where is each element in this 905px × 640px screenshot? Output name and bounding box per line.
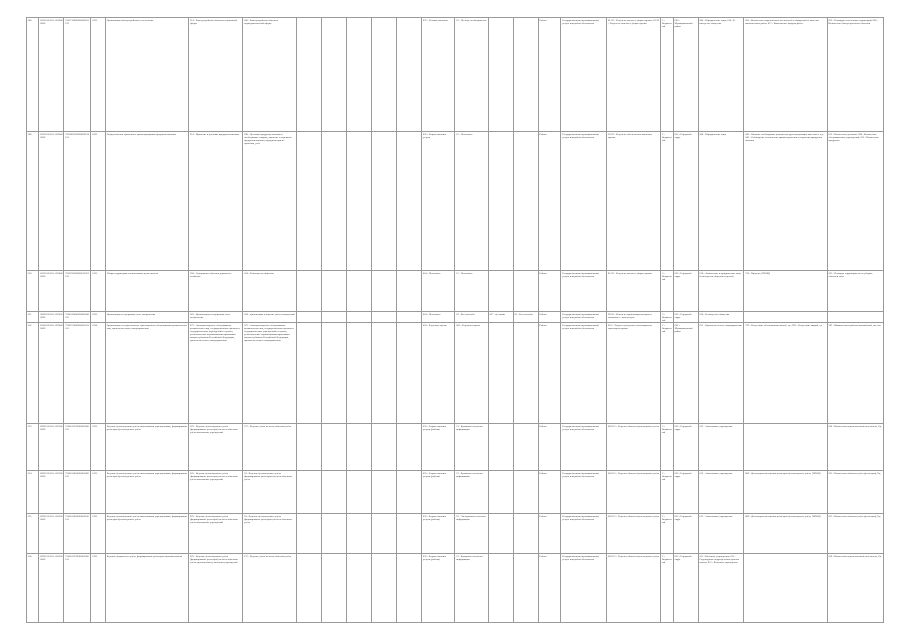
territory-cell: 032 - Городской округ xyxy=(673,312,698,323)
empty-cell xyxy=(297,424,322,471)
registry-code-cell: 692021.P.45.1.0225000000 xyxy=(39,514,64,554)
condition-extra-value-cell xyxy=(513,271,538,312)
volume-indicator-cell: 592 - Машино-часы работы автомобилей, км; час xyxy=(827,323,883,424)
condition-extra-cell xyxy=(488,132,513,271)
empty-cell xyxy=(397,471,422,514)
registry-code-cell: 632501.P.45.1.0220400000 xyxy=(39,18,64,132)
content-alt-cell: 280 - Благоустройство объектов подведомственной сферы xyxy=(243,18,297,132)
condition-extra-cell: 027 - по заявке xyxy=(488,312,513,323)
volume-indicator-cell: 010 - Количество доставок; 098 - Количество обслуживаемых учреждений; 053 - Количество продуктов xyxy=(827,132,883,271)
empty-cell xyxy=(347,132,372,271)
registry-code-cell: 692021.P.45.1.0225000000 xyxy=(39,424,64,471)
empty-cell xyxy=(297,323,322,424)
condition-extra-value-cell xyxy=(513,132,538,271)
record-number-cell: 350 xyxy=(27,271,39,312)
empty-cell xyxy=(347,514,372,554)
budget-type-cell: 2 - Бюджетный xyxy=(661,132,673,271)
empty-cell xyxy=(297,18,322,132)
condition-extra-cell xyxy=(488,554,513,623)
registry-code-cell: 650001.P.45.1.0220400000 xyxy=(39,323,64,424)
empty-cell xyxy=(322,312,347,323)
content-alt-cell: 024 - организация и ведение учёта захоронений xyxy=(243,312,297,323)
consumers-cell: 012 - Автономные учреждения xyxy=(698,514,744,554)
budget-type-cell: 2 - Бюджетный xyxy=(661,554,673,623)
financing-type-cell: Государственная (муниципальная) услуга или работа бесплатная xyxy=(561,132,607,271)
empty-cell xyxy=(347,471,372,514)
condition-extra-cell xyxy=(488,271,513,312)
volume-indicator-cell: 035 - Количество объектов учёта (регистров), Ед. xyxy=(827,514,883,554)
org-code-cell: 0125 xyxy=(91,271,106,312)
okpd-code-cell: 7503712800000000052011 xyxy=(64,18,91,132)
empty-cell xyxy=(297,271,322,312)
budget-type-cell: 2 - Бюджетный xyxy=(662,312,672,322)
okpd-code-cell: 7506011270000002000011 xyxy=(64,554,91,623)
work-kind-cell: Работа xyxy=(538,471,561,514)
empty-cell xyxy=(397,323,422,424)
empty-cell xyxy=(397,18,422,132)
content-cell: 023 - Ведение бухгалтерского учёта (формирование регистров) по всем объектам учёта органов власти, казённых учреждений xyxy=(189,554,243,623)
empty-cell xyxy=(347,18,372,132)
registry-code-cell: 692021.P.45.1.0225000000 xyxy=(39,554,64,623)
empty-cell xyxy=(322,554,347,623)
empty-cell xyxy=(372,514,397,554)
registry-row xyxy=(27,514,884,554)
condition-cell: 035 - Форма оказания услуги (работы) xyxy=(422,471,455,514)
condition-cell: 037 - Условия оказания xyxy=(422,18,455,132)
service-name-cell: Ведение бухгалтерского учёта автономными учреждениями, формирование регистров бухгалтерского учёта xyxy=(106,471,189,514)
registry-row xyxy=(27,323,884,424)
empty-cell xyxy=(322,471,347,514)
budget-type-cell: 2 - Бюджетный xyxy=(661,271,673,312)
condition-cell: 035 - Форма оказания услуги xyxy=(422,132,455,271)
territory-cell: 002 - Муниципальный район xyxy=(673,323,698,424)
empty-cell xyxy=(397,312,422,323)
empty-cell xyxy=(372,323,397,424)
okpd-code-cell: 7506271490000001052011 xyxy=(64,323,91,424)
okpd-code-cell: 7506011650000002200011 xyxy=(64,514,91,554)
empty-cell xyxy=(297,312,322,323)
empty-cell xyxy=(372,471,397,514)
consumers-cell: 014 - В интересах общества xyxy=(698,312,744,323)
empty-cell xyxy=(397,554,422,623)
condition-value-cell: 03 - Все способы xyxy=(455,312,488,323)
record-number-cell: 348 xyxy=(27,18,39,132)
condition-value-cell: 10 - По мере необходимости xyxy=(455,18,488,132)
record-number-cell: 351 xyxy=(27,312,39,323)
record-number-cell: 352 xyxy=(27,323,39,424)
org-code-cell: 0125 xyxy=(91,18,106,132)
service-name-cell: Организация и содержание мест захоронения xyxy=(106,312,189,323)
condition-cell: 003 - В дневное время xyxy=(422,323,455,424)
quality-indicator-cell xyxy=(744,424,827,471)
empty-cell xyxy=(347,424,372,471)
content-cell: 214 - Хранение и доставка продуктов питания xyxy=(189,132,243,271)
financing-type-cell: Государственная (муниципальная) услуга или работа бесплатная xyxy=(561,424,607,471)
org-code-cell: 0125 xyxy=(91,312,106,323)
service-name-cell: Ведение бюджетного учёта, формирование регистров органами власти xyxy=(106,554,189,623)
condition-extra-cell xyxy=(488,471,513,514)
condition-value-cell: 21 - Бумажные носители информации xyxy=(455,424,488,471)
budget-type-cell: 2 - Бюджетный xyxy=(661,514,673,554)
empty-cell xyxy=(372,554,397,623)
org-code-cell: 0126 xyxy=(91,323,106,424)
consumers-cell: 012 - Автономные учреждения xyxy=(698,424,744,471)
empty-cell xyxy=(347,554,372,623)
financing-type-cell: Государственная (муниципальная) услуга или работа бесплатная xyxy=(561,271,607,312)
org-code-cell: 0125 xyxy=(91,554,106,623)
okpd-code-cell: 7506011270000002000011 xyxy=(64,424,91,471)
quality-indicator-cell xyxy=(744,312,827,323)
quality-indicator-cell xyxy=(744,554,827,623)
okved-cell: 49.3 - Услуги сухопутного пассажирского транспорта прочие xyxy=(607,323,661,424)
registry-row xyxy=(27,424,884,471)
quality-indicator-cell: 005 - Количество закреплённых местностей и обращений за качество выполненных работ; 017 - Выполнение нарядов работ xyxy=(744,18,827,132)
condition-extra-cell xyxy=(488,424,513,471)
financing-type-cell: Государственная (муниципальная) услуга или работа бесплатная xyxy=(561,514,607,554)
financing-type-cell: Государственная (муниципальная) услуга или работа бесплатная xyxy=(561,323,607,424)
empty-cell xyxy=(372,312,397,323)
content-cell: 023 - Ведение бухгалтерского учёта (формирование регистров) по всем объектам учёта автономных учреждений xyxy=(189,424,243,471)
org-code-cell: 0122 xyxy=(91,132,106,271)
service-name-cell: Организация и осуществление транспортного обслуживания должностных лиц, органов местного самоуправления xyxy=(106,323,189,424)
okved-cell: 56.29 - Услуги по обеспечению питанием прочие xyxy=(607,132,661,271)
work-kind-cell: Работа xyxy=(538,271,561,312)
work-kind-cell: Работа xyxy=(538,514,561,554)
consumers-cell: 012 - Органы местного самоуправления xyxy=(698,323,744,424)
registry-row xyxy=(27,554,884,623)
budget-type-cell: 2 - Бюджетный xyxy=(661,424,673,471)
registry-code-cell: 560301.P.45.1.0220300000 xyxy=(39,312,64,323)
service-name-cell: Уборка территории и аналогичная деятельность xyxy=(106,271,189,312)
content-alt-cell: 03 - Ведение бухгалтерского учёта (формирование регистров) по всем объектам учёта xyxy=(243,514,297,554)
empty-cell xyxy=(397,514,422,554)
volume-indicator-cell: 035 - Количество объектов учёта (регистров), Ед. xyxy=(827,471,883,514)
condition-value-cell: 003 - В дневное время xyxy=(455,323,488,424)
work-kind-cell: Работа xyxy=(538,18,561,132)
consumers-cell: 014 - Физические и юридические лица (в интересах общества в целом) xyxy=(698,271,744,312)
okpd-code-cell: 7506011650000002000011 xyxy=(64,471,91,514)
content-alt-cell: 072 - Автотранспортное обслуживание должностных лиц, государственных органов и государственных учреждений в случаях, установленных нормативными правовыми актами субъектов Российской Федерации, органов местного самоуправления xyxy=(243,323,297,424)
condition-cell: 035 - Форма оказания услуги (работы) xyxy=(422,554,455,623)
budget-type-cell: 2 - Бюджетный xyxy=(661,18,673,132)
empty-cell xyxy=(322,424,347,471)
financing-type-cell: Государственная (муниципальная) услуга или работа бесплатная xyxy=(561,18,607,132)
content-cell: 262 - Организация и содержание мест захоронения xyxy=(189,312,243,323)
work-kind-cell: Работа xyxy=(538,424,561,471)
consumers-cell: 004 - Юридические лица; 014 - В интересах общества xyxy=(698,18,744,132)
empty-cell xyxy=(397,132,422,271)
okved-cell: 69.20.2 - Услуги в области бухгалтерского учёта xyxy=(607,471,661,514)
budget-type-cell: 2 - Бюджетный xyxy=(661,323,673,424)
condition-extra-value-cell xyxy=(513,424,538,471)
condition-value-cell: 21 - Бумажные носители информации xyxy=(455,471,488,514)
record-number-cell: 349 xyxy=(27,132,39,271)
consumers-cell: 004 - Юридические лица xyxy=(698,132,744,271)
okpd-code-cell: 7503802500000000128011 xyxy=(64,132,91,271)
empty-cell xyxy=(372,18,397,132)
okved-cell: 81.29 - Услуги по чистке и уборке прочие; 81.29 - Услуги по очистке и уборке прочие xyxy=(607,18,661,132)
service-name-cell: Организация благоустройства и озеленения xyxy=(106,18,189,132)
services-registry-table xyxy=(26,17,884,623)
volume-indicator-cell xyxy=(827,312,883,323)
condition-value-cell: 22 - Электронные носители информации xyxy=(455,514,488,554)
empty-cell xyxy=(297,554,322,623)
condition-extra-value-cell xyxy=(513,514,538,554)
empty-cell xyxy=(397,424,422,471)
condition-extra-value-cell xyxy=(513,18,538,132)
empty-cell xyxy=(372,132,397,271)
okved-cell: 96.03 - Услуги по организации похорон и связанные с этим услуги xyxy=(607,312,661,323)
org-code-cell: 0125 xyxy=(91,424,106,471)
empty-cell xyxy=(372,271,397,312)
empty-cell xyxy=(297,471,322,514)
service-name-cell: Осуществление хранения и транспортировки продуктов питания xyxy=(106,132,189,271)
okved-cell: 69.20.2 - Услуги в области бухгалтерского учёта xyxy=(607,514,661,554)
condition-cell: 024 - Постоянно xyxy=(422,271,455,312)
okved-cell: 69.20.2 - Услуги в области бухгалтерского учёта xyxy=(607,554,661,623)
registry-row xyxy=(27,18,884,132)
work-kind-cell: Работа xyxy=(538,312,561,323)
condition-value-cell: 21 - Бумажные носители информации xyxy=(455,554,488,623)
empty-cell xyxy=(372,424,397,471)
empty-cell xyxy=(322,18,347,132)
condition-extra-value-cell xyxy=(513,471,538,514)
registry-row xyxy=(27,471,884,514)
consumers-cell: 012 - Автономные учреждения xyxy=(698,471,744,514)
content-alt-cell: 03 - Ведение бухгалтерского учёта (формирование регистров) по всем объектам учёта xyxy=(243,471,297,514)
empty-cell xyxy=(322,132,347,271)
quality-indicator-cell: 043 - Наличие необходимых документов удостоверяющих качество и т.д.; 042 - Соблюдение технических правил хранения и перевозки продуктов питания xyxy=(744,132,827,271)
territory-cell: 002 - Муниципальный район xyxy=(673,18,698,132)
volume-indicator-cell: 038 - Количество подготовленной отчетности, Ед. xyxy=(827,424,883,471)
condition-extra-value-cell xyxy=(513,323,538,424)
record-number-cell: 354 xyxy=(27,471,39,514)
empty-cell xyxy=(347,312,372,323)
content-alt-cell: 014 - В интересах общества xyxy=(243,271,297,312)
territory-cell: 032 - Городской округ xyxy=(673,514,698,554)
condition-cell: 035 - Форма оказания услуги (работы) xyxy=(422,514,455,554)
empty-cell xyxy=(322,323,347,424)
work-kind-cell: Работа xyxy=(538,554,561,623)
condition-extra-cell xyxy=(488,18,513,132)
volume-indicator-cell: 003 - Площадь озеленённых территорий; 098 - Количество благоустроенных объектов xyxy=(827,18,883,132)
condition-extra-value-cell: 03 - Все способы xyxy=(513,312,538,323)
empty-cell xyxy=(297,514,322,554)
okpd-code-cell: 7506312400000000043011 xyxy=(64,312,91,323)
territory-cell: 032 - Городской округ xyxy=(673,271,698,312)
empty-cell xyxy=(322,271,347,312)
quality-indicator-cell: 809 - Достоверность ведения регистров бухгалтерского учёта, [ПРОЦ] xyxy=(744,471,827,514)
empty-cell xyxy=(322,514,347,554)
registry-row xyxy=(27,132,884,271)
consumers-cell: 011 - Казённые учреждения; 012 - Структурные подразделения органов власти; 021 - Казённые учреждения xyxy=(698,554,744,623)
territory-cell: 032 - Городской округ xyxy=(673,132,698,271)
service-name-cell: Ведение бухгалтерского учёта автономными учреждениями, формирование регистров бухгалтерского учёта xyxy=(106,424,189,471)
budget-type-cell: 2 - Бюджетный xyxy=(661,471,673,514)
org-code-cell: 0125 xyxy=(91,471,106,514)
record-number-cell: 353 xyxy=(27,424,39,471)
work-kind-cell: Работа xyxy=(538,323,561,424)
registry-sheet xyxy=(26,17,884,622)
content-cell: 214 - Благоустройство объектов социальной сферы xyxy=(189,18,243,132)
content-cell: 023 - Ведение бухгалтерского учёта (формирование регистров) по всем объектам учёта автономных учреждений xyxy=(189,514,243,554)
okved-cell: 69.20.2 - Услуги в области бухгалтерского учёта xyxy=(607,424,661,471)
territory-cell: 032 - Городской округ xyxy=(673,554,698,623)
territory-cell: 032 - Городской округ xyxy=(673,424,698,471)
content-cell: 072 - Автотранспортное обслуживание должностных лиц, государственных органов и государственных учреждений в случаях, установленных нормативными правовыми актами субъектов Российской Федерации, органов местного самоуправления xyxy=(189,323,243,424)
condition-extra-cell xyxy=(488,323,513,424)
content-cell: 023 - Ведение бухгалтерского учёта (формирование регистров) по всем объектам учёта автономных учреждений xyxy=(189,471,243,514)
volume-indicator-cell: 038 - Количество подготовленной отчетности, Ед. xyxy=(827,554,883,623)
content-cell: 204 - Содержание объектов дорожного хозяйства xyxy=(189,271,243,312)
condition-value-cell: 12 - Постоянно xyxy=(455,132,488,271)
empty-cell xyxy=(347,271,372,312)
service-name-cell: Ведение бухгалтерского учёта автономными учреждениями, формирование регистров бухгалтерского учёта xyxy=(106,514,189,554)
registry-code-cell: 632501.P.45.1.0220400000 xyxy=(39,132,64,271)
record-number-cell: 355 xyxy=(27,514,39,554)
content-alt-cell: 127 - Ведение учёта по всем объектам учёта xyxy=(243,424,297,471)
content-alt-cell: 127 - Ведение учёта по всем объектам учёта xyxy=(243,554,297,623)
condition-value-cell: 12 - Постоянно xyxy=(455,271,488,312)
empty-cell xyxy=(297,132,322,271)
org-code-cell: 0125 xyxy=(91,514,106,554)
registry-row xyxy=(27,271,884,312)
okved-cell: 81.29 - Услуги по чистке и уборке прочие xyxy=(607,271,661,312)
condition-extra-value-cell xyxy=(513,554,538,623)
volume-indicator-cell: 035 - Площадь территории после уборки; объектов, кв.м xyxy=(827,271,883,312)
quality-indicator-cell: 730 - Процент; [ПРОЦ] xyxy=(744,271,827,312)
quality-indicator-cell: 809 - Достоверность ведения регистров бухгалтерского учёта, [ПРОЦ] xyxy=(744,514,827,554)
quality-indicator-cell: 729 - Отсутствие обоснованных жалоб, ед.; 993 - Отсутствие аварий, ед. xyxy=(744,323,827,424)
condition-cell: 024 - Постоянно xyxy=(422,312,455,323)
registry-row xyxy=(27,312,884,323)
condition-cell: 035 - Форма оказания услуги (работы) xyxy=(422,424,455,471)
financing-type-cell: Государственная (муниципальная) услуга или работа бесплатная xyxy=(561,554,607,623)
record-number-cell: 356 xyxy=(27,554,39,623)
registry-code-cell: 692021.P.45.1.0225000000 xyxy=(39,471,64,514)
registry-code-cell: 632501.P.45.1.0220400000 xyxy=(39,271,64,312)
empty-cell xyxy=(347,323,372,424)
financing-type-cell: Государственная (муниципальная) услуга или работа бесплатная xyxy=(561,312,607,323)
content-alt-cell: 298 - Доставка продуктов питания и необходимых товаров, хранение и перевозка продуктов питания, продуктов при их хранении, учёт xyxy=(243,132,297,271)
okpd-code-cell: 7503913000000012052011 xyxy=(64,271,91,312)
work-kind-cell: Работа xyxy=(538,132,561,271)
territory-cell: 032 - Городской округ xyxy=(673,471,698,514)
empty-cell xyxy=(397,271,422,312)
condition-extra-cell xyxy=(488,514,513,554)
financing-type-cell: Государственная (муниципальная) услуга или работа бесплатная xyxy=(561,471,607,514)
